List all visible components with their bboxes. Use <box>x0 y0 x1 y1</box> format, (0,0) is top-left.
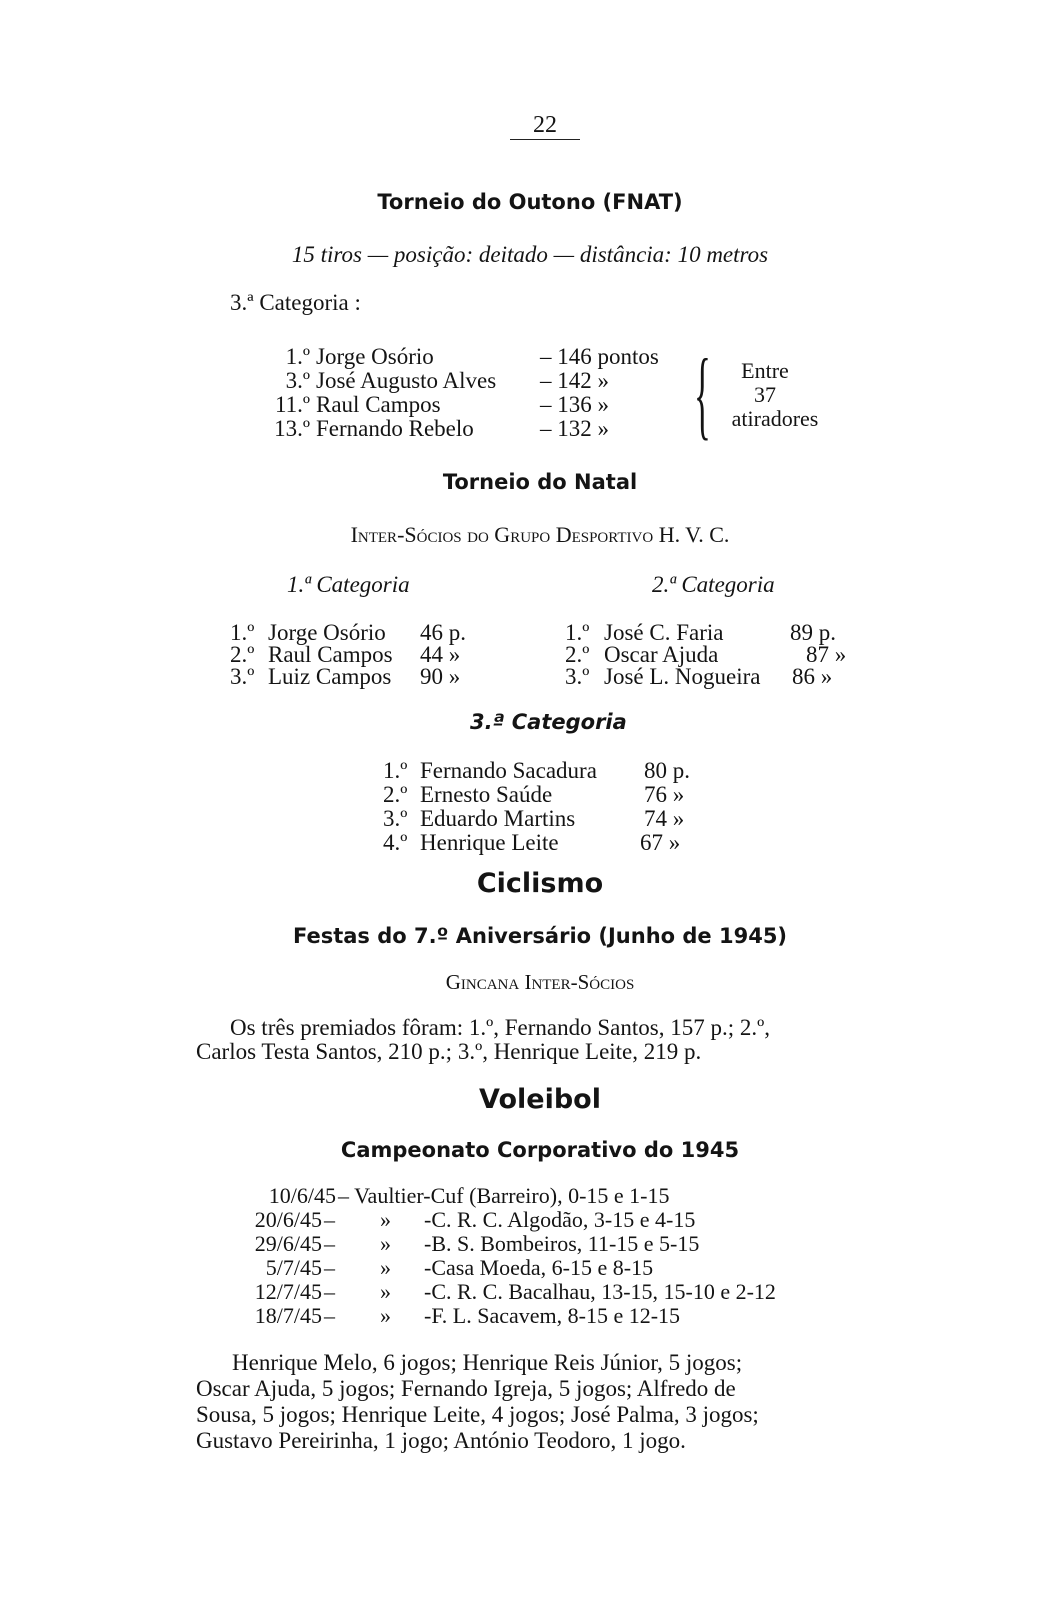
rank: 3.º <box>230 664 255 689</box>
athlete-name: Luiz Campos <box>268 664 392 689</box>
points: – 142 » <box>540 368 609 393</box>
points: 80 p. <box>644 758 690 783</box>
points: 74 » <box>644 806 685 831</box>
athlete-name: Jorge Osório <box>268 620 386 645</box>
dash: – <box>324 1279 335 1304</box>
game-result: -F. L. Sacavem, 8-15 e 12-15 <box>424 1303 681 1328</box>
game-result: -B. S. Bombeiros, 11-15 e 5-15 <box>424 1231 700 1256</box>
ditto-mark: » <box>380 1303 391 1328</box>
game-date: 12/7/45 <box>254 1279 322 1304</box>
athlete-name: Jorge Osório <box>316 344 434 369</box>
game-date: 29/6/45 <box>254 1231 322 1256</box>
points: – 132 » <box>540 416 609 441</box>
game-result: -C. R. C. Algodão, 3-15 e 4-15 <box>424 1207 696 1232</box>
category-heading: 1.ª Categoria <box>287 572 410 597</box>
points: – 136 » <box>540 392 609 417</box>
category-heading: 2.ª Categoria <box>652 572 775 597</box>
page-number: 22 <box>510 112 580 140</box>
gincana-heading: Gincana Inter-Sócios <box>445 970 635 994</box>
rank: 3.º <box>285 368 310 393</box>
dash: – <box>324 1255 335 1280</box>
athlete-name: Fernando Sacadura <box>420 758 597 783</box>
points: 87 » <box>806 642 847 667</box>
rank: 1.º <box>230 620 255 645</box>
ciclismo-paragraph-line: Os três premiados fôram: 1.º, Fernando Santos, 157 p.; 2.º, <box>230 1015 770 1040</box>
points: 46 p. <box>420 620 466 645</box>
players-line: Gustavo Pereirinha, 1 jogo; António Teodoro, 1 jogo. <box>196 1428 686 1453</box>
athlete-name: Raul Campos <box>268 642 393 667</box>
category-label: 3.ª Categoria : <box>230 290 361 315</box>
rank: 1.º <box>285 344 310 369</box>
rank: 4.º <box>383 830 408 855</box>
rank: 13.º <box>274 416 310 441</box>
section-title-torneio-outono: Torneio do Outono (FNAT) <box>377 190 683 214</box>
players-line: Henrique Melo, 6 jogos; Henrique Reis Júnior, 5 jogos; <box>232 1350 743 1375</box>
rank: 1.º <box>565 620 590 645</box>
section-title-torneio-natal: Torneio do Natal <box>442 470 638 494</box>
game-date: 18/7/45 <box>254 1303 322 1328</box>
section-title-voleibol: Voleibol <box>479 1084 601 1115</box>
game-result: -C. R. C. Bacalhau, 13-15, 15-10 e 2-12 <box>424 1279 776 1304</box>
rank: 2.º <box>565 642 590 667</box>
athlete-name: José C. Faria <box>604 620 724 645</box>
note-line: Entre <box>741 358 789 383</box>
game-result: -Casa Moeda, 6-15 e 8-15 <box>424 1255 654 1280</box>
rank: 2.º <box>230 642 255 667</box>
rank: 1.º <box>383 758 408 783</box>
rank: 11.º <box>274 392 310 417</box>
players-line: Sousa, 5 jogos; Henrique Leite, 4 jogos; José Palma, 3 jogos; <box>196 1402 759 1427</box>
athlete-name: Oscar Ajuda <box>604 642 719 667</box>
rank: 3.º <box>565 664 590 689</box>
game-date: 10/6/45 <box>268 1183 336 1208</box>
points: 76 » <box>644 782 685 807</box>
ciclismo-subtitle: Festas do 7.º Aniversário (Junho de 1945) <box>292 924 788 948</box>
points: – 146 pontos <box>540 344 659 369</box>
points: 86 » <box>792 664 833 689</box>
torneio-outono-subtitle: 15 tiros — posição: deitado — distância: 10 metros <box>291 242 769 267</box>
torneio-natal-subtitle: Inter-Sócios do Grupo Desportivo H. V. C. <box>350 522 730 547</box>
note-line: atiradores <box>731 406 819 431</box>
game-date: 20/6/45 <box>254 1207 322 1232</box>
points: 89 p. <box>790 620 836 645</box>
section-title-ciclismo: Ciclismo <box>476 868 604 899</box>
category-heading: 3.ª Categoria <box>470 710 627 734</box>
athlete-name: Henrique Leite <box>420 830 559 855</box>
game-result: – Vaultier-Cuf (Barreiro), 0-15 e 1-15 <box>338 1183 670 1208</box>
points: 44 » <box>420 642 461 667</box>
points: 67 » <box>640 830 681 855</box>
ditto-mark: » <box>380 1279 391 1304</box>
athlete-name: Raul Campos <box>316 392 441 417</box>
athlete-name: José L. Nogueira <box>604 664 761 689</box>
dash: – <box>324 1303 335 1328</box>
rank: 3.º <box>383 806 408 831</box>
voleibol-subtitle: Campeonato Corporativo do 1945 <box>340 1138 740 1162</box>
ditto-mark: » <box>380 1231 391 1256</box>
ciclismo-paragraph-line: Carlos Testa Santos, 210 p.; 3.º, Henrique Leite, 219 p. <box>196 1039 702 1064</box>
points: 90 » <box>420 664 461 689</box>
note-line: 37 <box>754 382 776 407</box>
game-date: 5/7/45 <box>265 1255 322 1280</box>
dash: – <box>324 1231 335 1256</box>
athlete-name: José Augusto Alves <box>316 368 497 393</box>
ditto-mark: » <box>380 1255 391 1280</box>
dash: – <box>324 1207 335 1232</box>
ditto-mark: » <box>380 1207 391 1232</box>
athlete-name: Ernesto Saúde <box>420 782 553 807</box>
rank: 2.º <box>383 782 408 807</box>
players-line: Oscar Ajuda, 5 jogos; Fernando Igreja, 5 jogos; Alfredo de <box>196 1376 736 1401</box>
brace-icon: { <box>694 338 711 449</box>
athlete-name: Fernando Rebelo <box>316 416 474 441</box>
athlete-name: Eduardo Martins <box>420 806 576 831</box>
